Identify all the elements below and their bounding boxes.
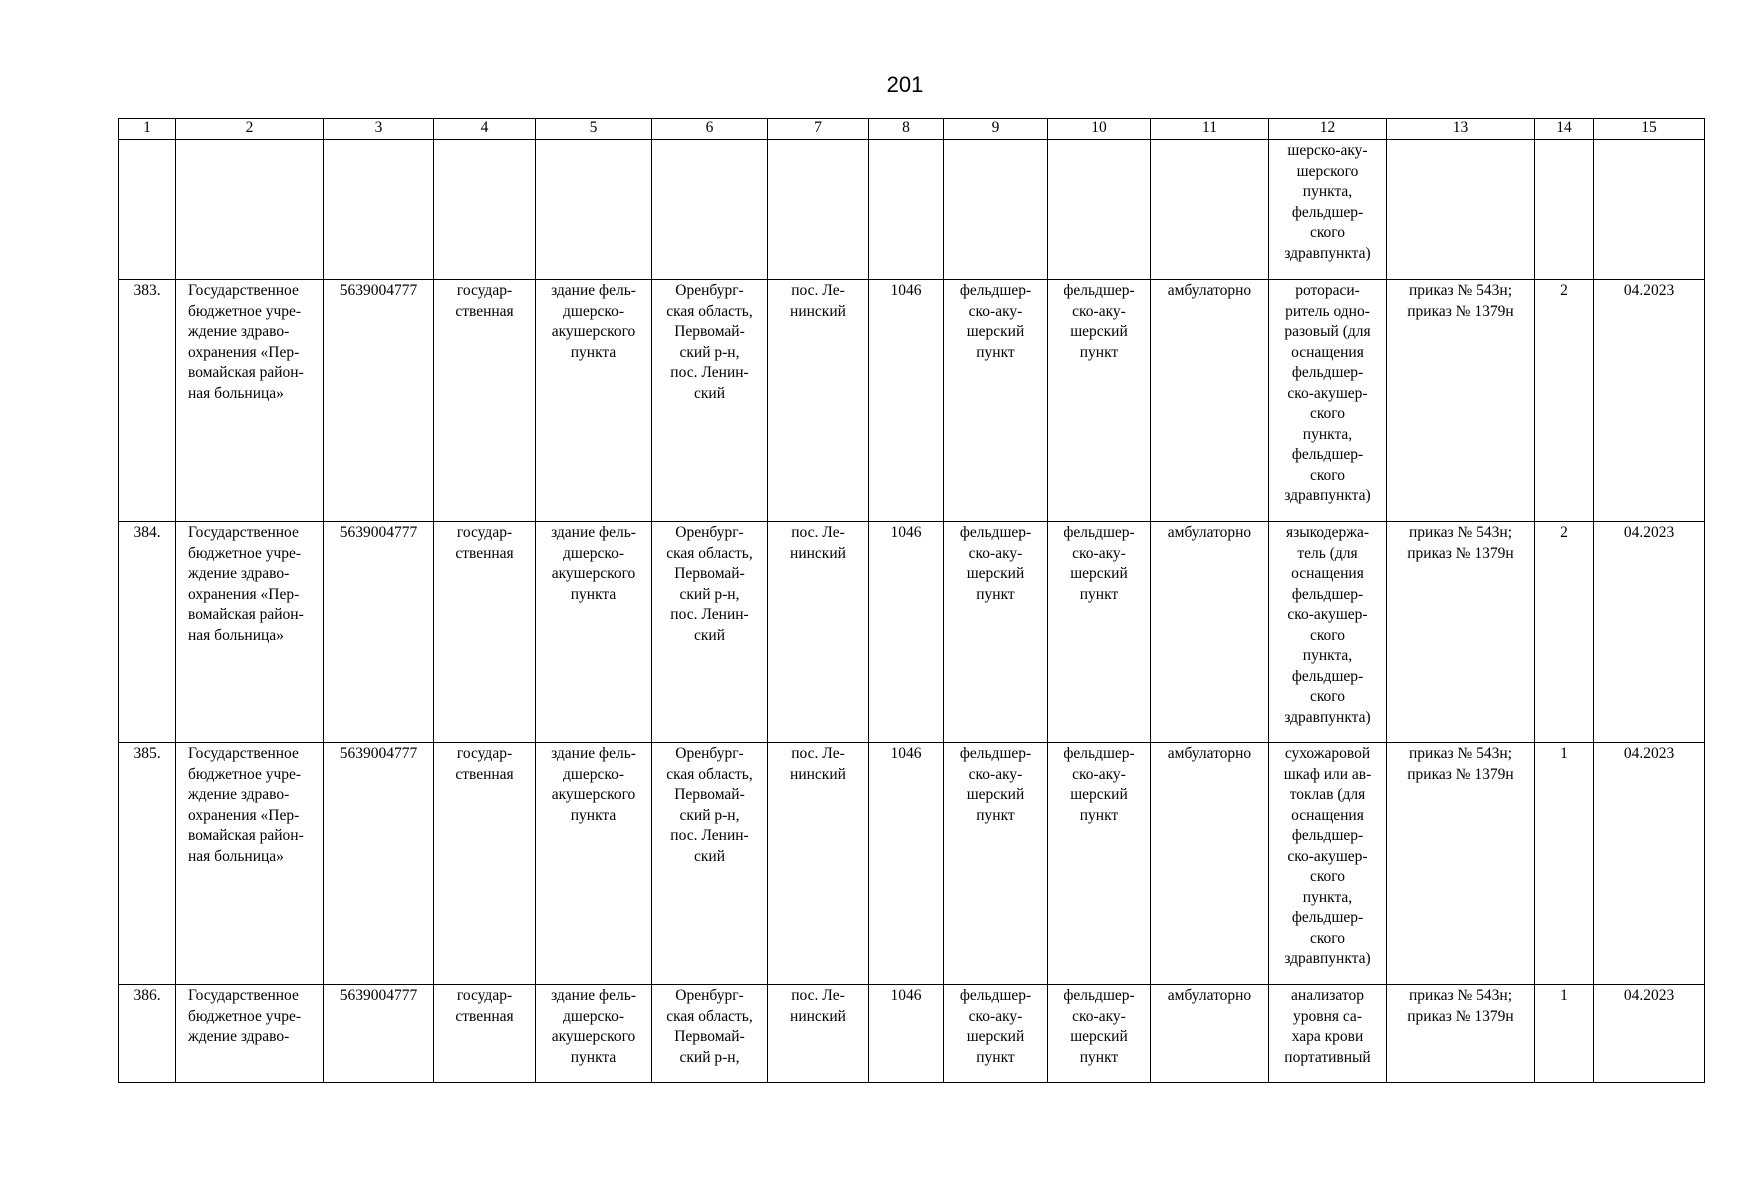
- column-number: 4: [434, 119, 536, 140]
- care-form-cell: амбулаторно: [1151, 280, 1269, 522]
- settlement-cell: пос. Ле- нинский: [768, 522, 869, 743]
- building-cell: здание фель- дшерско- акушерского пункта: [536, 522, 652, 743]
- column-number: 9: [944, 119, 1048, 140]
- date-cell: 04.2023: [1594, 985, 1705, 1083]
- inn-cell: 5639004777: [324, 280, 434, 522]
- page-number: 201: [886, 72, 924, 97]
- empty-cell: [176, 140, 324, 280]
- code-cell: 1046: [869, 280, 944, 522]
- code-cell: 1046: [869, 743, 944, 985]
- row-number-cell: 383.: [119, 280, 176, 522]
- quantity-cell: 1: [1535, 985, 1594, 1083]
- empty-cell: [652, 140, 768, 280]
- facility-type-cell: фельдшер- ско-аку- шерский пункт: [1048, 280, 1151, 522]
- equipment-cell: языкодержа- тель (для оснащения фельдшер- ско-акушер- ского пункта, фельдшер- ского здравпункта): [1269, 522, 1387, 743]
- facility-type-cell: фельдшер- ско-аку- шерский пункт: [944, 280, 1048, 522]
- code-cell: 1046: [869, 522, 944, 743]
- continuation-row: [119, 140, 1705, 280]
- facility-type-cell: фельдшер- ско-аку- шерский пункт: [1048, 743, 1151, 985]
- empty-cell: [1048, 140, 1151, 280]
- ownership-cell: государ- ственная: [434, 985, 536, 1083]
- table-row: [119, 280, 1705, 522]
- column-number: 1: [119, 119, 176, 140]
- care-form-cell: амбулаторно: [1151, 743, 1269, 985]
- empty-cell: [324, 140, 434, 280]
- empty-cell: [536, 140, 652, 280]
- column-number: 8: [869, 119, 944, 140]
- settlement-cell: пос. Ле- нинский: [768, 985, 869, 1083]
- building-cell: здание фель- дшерско- акушерского пункта: [536, 280, 652, 522]
- table-row: [119, 985, 1705, 1083]
- ownership-cell: государ- ственная: [434, 743, 536, 985]
- column-number-header-row: [119, 119, 1705, 140]
- facility-type-cell: фельдшер- ско-аку- шерский пункт: [1048, 985, 1151, 1083]
- facility-type-cell: фельдшер- ско-аку- шерский пункт: [944, 743, 1048, 985]
- order-cell: приказ № 543н; приказ № 1379н: [1387, 743, 1535, 985]
- equipment-cell: шерско-аку- шерского пункта, фельдшер- ского здравпункта): [1269, 140, 1387, 280]
- order-cell: приказ № 543н; приказ № 1379н: [1387, 985, 1535, 1083]
- column-number: 14: [1535, 119, 1594, 140]
- empty-cell: [869, 140, 944, 280]
- ownership-cell: государ- ственная: [434, 522, 536, 743]
- empty-cell: [434, 140, 536, 280]
- organization-cell: Государственное бюджетное учре- ждение здраво- охранения «Пер- вомайская район- ная больница»: [176, 280, 324, 522]
- date-cell: 04.2023: [1594, 743, 1705, 985]
- date-cell: 04.2023: [1594, 522, 1705, 743]
- empty-cell: [768, 140, 869, 280]
- order-cell: приказ № 543н; приказ № 1379н: [1387, 280, 1535, 522]
- settlement-cell: пос. Ле- нинский: [768, 280, 869, 522]
- equipment-register-table: [118, 118, 1705, 1083]
- column-number: 5: [536, 119, 652, 140]
- column-number: 3: [324, 119, 434, 140]
- column-number: 7: [768, 119, 869, 140]
- organization-cell: Государственное бюджетное учре- ждение здраво-: [176, 985, 324, 1083]
- empty-cell: [1535, 140, 1594, 280]
- address-cell: Оренбург- ская область, Первомай- ский р-н, пос. Ленин- ский: [652, 743, 768, 985]
- column-number: 10: [1048, 119, 1151, 140]
- quantity-cell: 2: [1535, 280, 1594, 522]
- empty-cell: [1594, 140, 1705, 280]
- row-number-cell: 385.: [119, 743, 176, 985]
- organization-cell: Государственное бюджетное учре- ждение здраво- охранения «Пер- вомайская район- ная больница»: [176, 743, 324, 985]
- empty-cell: [944, 140, 1048, 280]
- inn-cell: 5639004777: [324, 743, 434, 985]
- column-number: 12: [1269, 119, 1387, 140]
- settlement-cell: пос. Ле- нинский: [768, 743, 869, 985]
- column-number: 15: [1594, 119, 1705, 140]
- building-cell: здание фель- дшерско- акушерского пункта: [536, 985, 652, 1083]
- empty-cell: [119, 140, 176, 280]
- quantity-cell: 2: [1535, 522, 1594, 743]
- inn-cell: 5639004777: [324, 985, 434, 1083]
- column-number: 11: [1151, 119, 1269, 140]
- care-form-cell: амбулаторно: [1151, 985, 1269, 1083]
- empty-cell: [1387, 140, 1535, 280]
- facility-type-cell: фельдшер- ско-аку- шерский пункт: [1048, 522, 1151, 743]
- ownership-cell: государ- ственная: [434, 280, 536, 522]
- column-number: 13: [1387, 119, 1535, 140]
- equipment-cell: сухожаровой шкаф или ав- токлав (для оснащения фельдшер- ско-акушер- ского пункта, фельдшер- ского здравпункта): [1269, 743, 1387, 985]
- care-form-cell: амбулаторно: [1151, 522, 1269, 743]
- facility-type-cell: фельдшер- ско-аку- шерский пункт: [944, 985, 1048, 1083]
- address-cell: Оренбург- ская область, Первомай- ский р-н, пос. Ленин- ский: [652, 280, 768, 522]
- code-cell: 1046: [869, 985, 944, 1083]
- empty-cell: [1151, 140, 1269, 280]
- inn-cell: 5639004777: [324, 522, 434, 743]
- quantity-cell: 1: [1535, 743, 1594, 985]
- organization-cell: Государственное бюджетное учре- ждение здраво- охранения «Пер- вомайская район- ная больница»: [176, 522, 324, 743]
- table-row: [119, 522, 1705, 743]
- row-number-cell: 386.: [119, 985, 176, 1083]
- date-cell: 04.2023: [1594, 280, 1705, 522]
- facility-type-cell: фельдшер- ско-аку- шерский пункт: [944, 522, 1048, 743]
- order-cell: приказ № 543н; приказ № 1379н: [1387, 522, 1535, 743]
- equipment-cell: анализатор уровня са- хара крови портативный: [1269, 985, 1387, 1083]
- table-row: [119, 743, 1705, 985]
- column-number: 2: [176, 119, 324, 140]
- equipment-cell: ротораси- ритель одно- разовый (для оснащения фельдшер- ско-акушер- ского пункта, фельдшер- ского здравпункта): [1269, 280, 1387, 522]
- address-cell: Оренбург- ская область, Первомай- ский р-н,: [652, 985, 768, 1083]
- row-number-cell: 384.: [119, 522, 176, 743]
- column-number: 6: [652, 119, 768, 140]
- building-cell: здание фель- дшерско- акушерского пункта: [536, 743, 652, 985]
- address-cell: Оренбург- ская область, Первомай- ский р-н, пос. Ленин- ский: [652, 522, 768, 743]
